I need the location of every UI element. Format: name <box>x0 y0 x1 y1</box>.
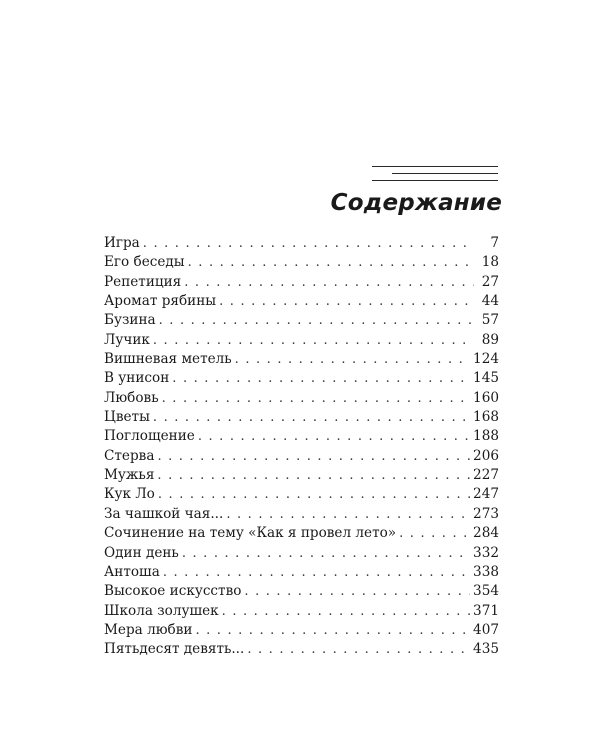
dot-leader <box>157 447 470 466</box>
dot-leader <box>235 350 470 369</box>
dot-leader <box>182 544 470 563</box>
dot-leader <box>226 505 470 524</box>
toc-entry-title: Репетиция <box>104 273 182 290</box>
toc-entry-page: 338 <box>473 563 499 580</box>
toc-entry-page: 332 <box>473 544 499 561</box>
toc-entry[interactable] <box>104 253 499 272</box>
dot-leader <box>153 331 474 350</box>
toc-entry-title: Антоша <box>104 563 160 580</box>
contents-heading: Содержание <box>330 190 502 216</box>
decorative-rule <box>392 173 498 174</box>
toc-entry-page: 354 <box>473 583 499 600</box>
toc-entry[interactable] <box>104 505 499 524</box>
decorative-rule <box>372 180 498 181</box>
toc-entry-title: Поглощение <box>104 428 195 445</box>
toc-entry-title: В унисон <box>104 370 170 387</box>
toc-entry-title: Вишневая метель <box>104 351 232 368</box>
toc-entry[interactable] <box>104 273 499 292</box>
toc-entry-title: Мужья <box>104 467 155 484</box>
toc-entry-title: Цветы <box>104 409 150 426</box>
toc-entry-page: 247 <box>473 486 499 503</box>
dot-leader <box>158 485 470 504</box>
toc-entry-title: Кук Ло <box>104 486 155 503</box>
toc-entry-page: 44 <box>481 293 499 310</box>
toc-entry[interactable] <box>104 485 499 504</box>
toc-entry-page: 27 <box>481 273 499 290</box>
toc-entry[interactable] <box>104 563 499 582</box>
toc-entry[interactable] <box>104 427 499 446</box>
toc-entry[interactable] <box>104 544 499 563</box>
toc-entry-title: Высокое искусство <box>104 583 242 600</box>
dot-leader <box>222 602 470 621</box>
toc-entry-page: 160 <box>473 389 499 406</box>
toc-entry-page: 89 <box>481 331 499 348</box>
toc-entry-page: 227 <box>473 467 499 484</box>
toc-entry-title: Мера любви <box>104 621 193 638</box>
dot-leader <box>244 582 470 601</box>
dot-leader <box>399 524 470 543</box>
toc-entry[interactable] <box>104 369 499 388</box>
toc-entry-page: 371 <box>473 602 499 619</box>
toc-entry-title: Аромат рябины <box>104 293 217 310</box>
toc-entry[interactable] <box>104 350 499 369</box>
toc-entry-page: 435 <box>473 641 499 658</box>
dot-leader <box>247 640 470 659</box>
toc-entry[interactable] <box>104 582 499 601</box>
toc-entry-page: 284 <box>473 525 499 542</box>
toc-entry-title: Пятьдесят девять... <box>104 641 245 658</box>
toc-entry[interactable] <box>104 621 499 640</box>
dot-leader <box>219 292 474 311</box>
toc-entry-page: 273 <box>473 505 499 522</box>
toc-entry-title: Бузина <box>104 312 156 329</box>
toc-entry-title: Игра <box>104 235 140 251</box>
dot-leader <box>157 466 470 485</box>
toc-entry-title: За чашкой чая... <box>104 505 224 522</box>
toc-entry[interactable] <box>104 292 499 311</box>
dot-leader <box>184 273 474 292</box>
dot-leader <box>162 389 470 408</box>
toc-entry-page: 206 <box>473 447 499 464</box>
toc-entry-page: 168 <box>473 409 499 426</box>
toc-entry-title: Стерва <box>104 447 155 464</box>
toc-entry-title: Школа золушек <box>104 602 219 619</box>
toc-entry-page: 7 <box>490 235 499 251</box>
dot-leader <box>159 311 474 330</box>
dot-leader <box>188 253 474 272</box>
toc-entry-page: 407 <box>473 621 499 638</box>
dot-leader <box>153 408 470 427</box>
dot-leader <box>172 369 470 388</box>
decorative-rule <box>372 166 498 167</box>
toc-entry-page: 18 <box>481 254 499 271</box>
toc-entry[interactable] <box>104 311 499 330</box>
dot-leader <box>195 621 470 640</box>
toc-entry-page: 188 <box>473 428 499 445</box>
toc-entry-title: Сочинение на тему «Как я провел лето» <box>104 525 397 542</box>
toc-entry[interactable] <box>104 389 499 408</box>
toc-entry-page: 145 <box>473 370 499 387</box>
toc-entry[interactable] <box>104 331 499 350</box>
toc-entry-title: Один день <box>104 544 179 561</box>
toc-entry[interactable] <box>104 640 499 659</box>
toc-entry[interactable] <box>104 234 499 253</box>
toc-entry-page: 124 <box>473 351 499 368</box>
dot-leader <box>143 234 474 253</box>
toc-entry-page: 57 <box>481 312 499 329</box>
toc-entry[interactable] <box>104 524 499 543</box>
toc-entry-title: Лучик <box>104 331 150 348</box>
toc-entry[interactable] <box>104 602 499 621</box>
toc-entry[interactable] <box>104 466 499 485</box>
toc-entry[interactable] <box>104 408 499 427</box>
dot-leader <box>198 427 470 446</box>
table-of-contents <box>104 234 499 660</box>
toc-entry-title: Его беседы <box>104 254 185 271</box>
toc-entry[interactable] <box>104 447 499 466</box>
dot-leader <box>163 563 470 582</box>
toc-entry-title: Любовь <box>104 389 159 406</box>
